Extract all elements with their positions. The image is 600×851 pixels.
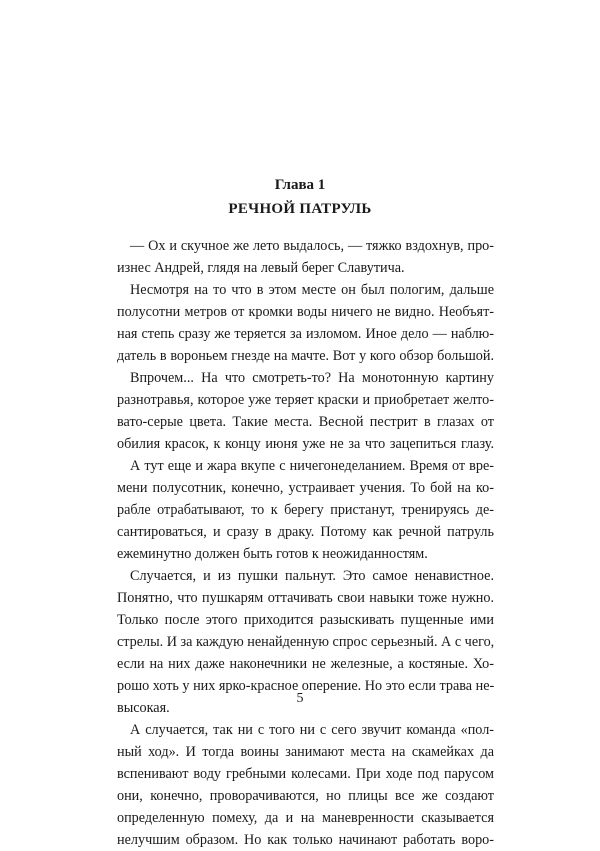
text-line: вспенивают воду гребными колесами. При ходе под парусом — [117, 766, 494, 782]
chapter-label: Глава 1 — [274, 177, 326, 193]
chapter-title: РЕЧНОЙ ПАТРУЛЬ — [228, 201, 372, 217]
text-line: Несмотря на то что в этом месте он был пологим, дальше — [130, 282, 494, 298]
text-line: если на них даже наконечники не железные, а костяные. Хо- — [117, 656, 494, 672]
text-line: мени полусотник, конечно, устраивает учения. То бой на ко- — [117, 480, 494, 496]
text-line: А тут еще и жара вкупе с ничегонеделанием. Время от вре- — [130, 458, 494, 474]
text-line: Случается, и из пушки пальнут. Это самое ненавистное. — [130, 568, 494, 584]
text-line: ежеминутно должен быть готов к неожиданностям. — [117, 546, 428, 562]
text-line: разнотравья, которое уже теряет краски и приобретает желто- — [117, 392, 494, 408]
text-line: — Ох и скучное же лето выдалось, — тяжко вздохнув, про- — [130, 238, 494, 254]
text-line: А случается, так ни с того ни с сего звучит команда «пол- — [130, 722, 494, 738]
text-line: вато-серые цвета. Такие места. Весной пестрит в глазах от — [117, 414, 494, 430]
text-line: стрелы. И за каждую ненайденную спрос серьезный. А с чего, — [117, 634, 495, 650]
text-line: датель в вороньем гнезде на мачте. Вот у кого обзор большой. — [117, 348, 494, 364]
text-line: обилия красок, к концу июня уже не за что зацепиться глазу. — [117, 436, 494, 452]
text-line: высокая. — [117, 700, 170, 716]
text-line: нелучшим образом. Но как только начинают работать воро- — [117, 832, 494, 848]
text-line: полусотни метров от кромки воды ничего не видно. Необъят- — [117, 304, 494, 320]
text-line: рошо хоть у них ярко-красное оперение. Но это если трава не- — [117, 678, 495, 694]
text-line: изнес Андрей, глядя на левый берег Славутича. — [117, 260, 405, 276]
page-number: 5 — [296, 691, 304, 706]
text-line: сантироваться, и сразу в драку. Потому как речной патруль — [117, 524, 494, 540]
text-line: ный ход». И тогда воины занимают места на скамейках да — [117, 744, 494, 760]
text-line: они, конечно, проворачиваются, но плицы все же создают — [117, 788, 494, 804]
text-line: Только после этого приходится разыскивать пущенные ими — [117, 612, 494, 628]
text-line: ная степь сразу же теряется за изломом. Иное дело — наблю- — [117, 326, 494, 342]
text-line: Впрочем... На что смотреть-то? На монотонную картину — [130, 370, 494, 386]
text-line: Понятно, что пушкарям оттачивать свои навыки тоже нужно. — [117, 590, 494, 606]
text-line: рабле отрабатывают, то к берегу пристанут, тренируясь де- — [117, 502, 494, 518]
text-line: определенную помеху, да и на маневренности сказывается — [117, 810, 494, 826]
